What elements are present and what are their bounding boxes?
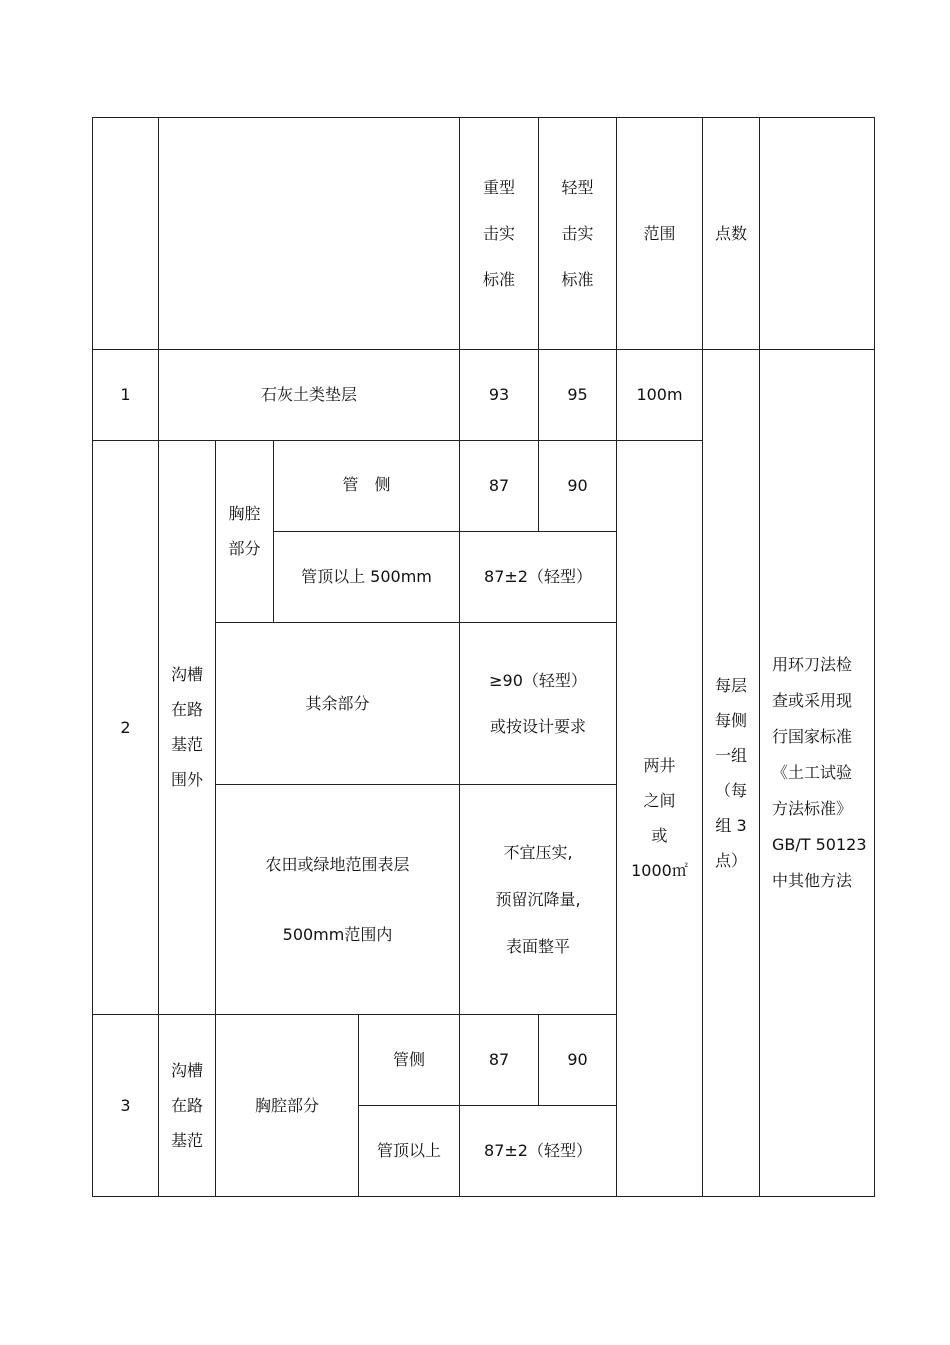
header-item-cell — [159, 118, 460, 350]
row2-pipe-side: 管 侧 — [274, 441, 460, 532]
header-heavy-standard: 重型 击实 标准 — [460, 118, 539, 350]
header-points: 点数 — [703, 118, 760, 350]
header-method-cell — [760, 118, 875, 350]
row3-pipe-side-light: 90 — [539, 1015, 617, 1106]
row3-pipe-top: 管顶以上 — [359, 1106, 460, 1197]
row2-no: 2 — [93, 441, 159, 1015]
row3-pipe-side-heavy: 87 — [460, 1015, 539, 1106]
range-merged: 两井 之间 或 1000㎡ — [617, 441, 703, 1197]
row2-pipe-side-heavy: 87 — [460, 441, 539, 532]
compaction-table — [92, 117, 875, 1197]
row1-range: 100m — [617, 350, 703, 441]
row1-no: 1 — [93, 350, 159, 441]
row3-group: 沟槽 在路 基范 — [159, 1015, 216, 1197]
row3-pipe-side: 管侧 — [359, 1015, 460, 1106]
row2-farm-value: 不宜压实, 预留沉降量, 表面整平 — [460, 785, 617, 1015]
row2-farm: 农田或绿地范围表层 500mm范围内 — [216, 785, 460, 1015]
method-merged: 用环刀法检 查或采用现 行国家标准 《土工试验 方法标准》 GB/T 50123 中其他方法 — [760, 350, 875, 1197]
header-range: 范围 — [617, 118, 703, 350]
header-no-cell — [93, 118, 159, 350]
row1-item: 石灰土类垫层 — [159, 350, 460, 441]
row2-chest: 胸腔 部分 — [216, 441, 274, 623]
row1-light: 95 — [539, 350, 617, 441]
row2-pipe-top-value: 87±2（轻型） — [460, 532, 617, 623]
row3-no: 3 — [93, 1015, 159, 1197]
points-merged: 每层 每侧 一组 （每 组 3 点） — [703, 350, 760, 1197]
row3-chest: 胸腔部分 — [216, 1015, 359, 1197]
row2-pipe-side-light: 90 — [539, 441, 617, 532]
header-light-standard: 轻型 击实 标准 — [539, 118, 617, 350]
row2-pipe-top: 管顶以上 500mm — [274, 532, 460, 623]
row3-pipe-top-value: 87±2（轻型） — [460, 1106, 617, 1197]
row1-heavy: 93 — [460, 350, 539, 441]
row2-rest-value: ≥90（轻型） 或按设计要求 — [460, 623, 617, 785]
row2-rest: 其余部分 — [216, 623, 460, 785]
row2-group: 沟槽 在路 基范 围外 — [159, 441, 216, 1015]
